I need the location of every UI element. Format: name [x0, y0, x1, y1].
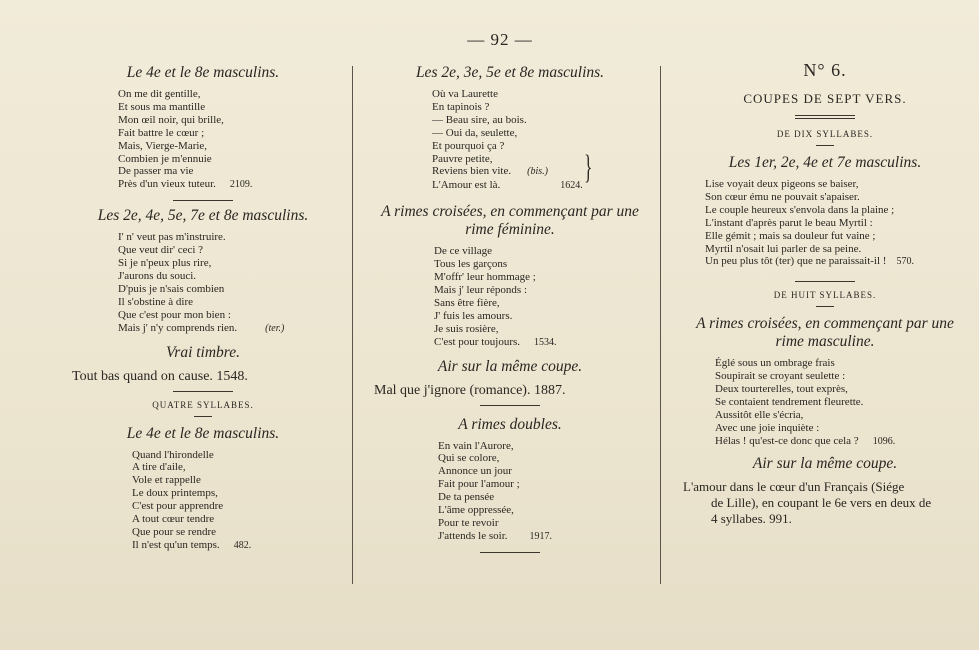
reference-number: 482.: [233, 539, 252, 551]
verse-line: Myrtil n'osait lui parler de sa peine.: [705, 242, 862, 255]
col2-verse-4: [370, 440, 650, 544]
col1-heading-4: Le 4e et le 8e masculins.: [126, 424, 280, 442]
verse-line: C'est pour apprendre: [132, 500, 224, 513]
verse-line: De passer ma vie: [118, 165, 194, 178]
col3-section-caps-2: DE HUIT SYLLABES.: [773, 290, 877, 301]
verse-line: Lise voyait deux pigeons se baiser,: [705, 178, 859, 190]
verse-line: Que pour se rendre: [132, 525, 216, 538]
verse-line: Où va Laurette: [432, 88, 498, 100]
verse-line: Il s'obstine à dire: [118, 295, 193, 308]
page-number: — 92 —: [467, 30, 533, 49]
col3-verse-1: [675, 178, 975, 269]
verse-line: M'offr' leur hommage ;: [434, 271, 536, 284]
verse-line: Il n'est qu'un temps.: [132, 538, 220, 551]
verse-line: Soupirait se croyant seulette :: [715, 370, 846, 383]
col2-verse-1: [370, 88, 650, 193]
air-line-part: de Lille), en coupant le 6e vers en deux de: [711, 494, 932, 510]
verse-line: On me dit gentille,: [118, 88, 201, 100]
verse-line: Elle gémit ; mais sa douleur fut vaine ;: [705, 229, 876, 242]
col2-heading-2: A rimes croisées, en commençant par une rime féminine.: [381, 203, 639, 239]
verse-line: C'est pour toujours.: [434, 335, 521, 348]
verse-line: Un peu plus tôt (ter) que ne paraissait-il !: [705, 255, 887, 268]
col3-verse-2: [675, 357, 975, 448]
verse-line: Pour te revoir: [438, 516, 499, 529]
verse-line: — Oui da, seulette,: [432, 126, 518, 139]
separator-rule: [480, 552, 540, 553]
col1-heading-2: Les 2e, 4e, 5e, 7e et 8e masculins.: [97, 207, 309, 225]
col3-heading-3: Air sur la même coupe.: [752, 454, 898, 472]
verse-line: Le couple heureux s'envola dans la plaine ;: [705, 203, 895, 216]
verse-line: Et sous ma mantille: [118, 100, 206, 113]
verse-line: En tapinois ?: [432, 100, 490, 113]
col2-heading-3: Air sur la même coupe.: [437, 357, 583, 375]
verse-line: Quand l'hirondelle: [132, 448, 214, 461]
verse-line: J'aurons du souci.: [118, 269, 197, 282]
separator-rule: [173, 200, 233, 201]
reference-number: 570.: [896, 256, 914, 268]
col3-heading-2: A rimes croisées, en commençant par une rime masculine.: [696, 315, 954, 351]
verse-line: De ce village: [434, 245, 493, 258]
verse-line: Pauvre petite,: [432, 152, 493, 165]
verse-line: Aussitôt elle s'écria,: [715, 408, 804, 421]
column-divider-right: [660, 66, 661, 584]
column-divider-left: [352, 66, 353, 584]
verse-line: Que c'est pour mon bien :: [118, 308, 231, 321]
double-rule: [795, 115, 855, 119]
reference-number: 2109.: [229, 179, 253, 191]
verse-line: Hélas ! qu'est-ce donc que cela ?: [715, 434, 859, 447]
verse-line: J'attends le soir.: [438, 529, 508, 542]
col3-heading-1: Les 1er, 2e, 4e et 7e masculins.: [728, 154, 922, 171]
verse-line: D'puis je n'sais combien: [118, 282, 225, 295]
verse-line: Se contaient tendrement fleurette.: [715, 396, 864, 409]
col1-heading-3: Vrai timbre.: [165, 343, 241, 361]
col2-heading-1: Les 2e, 3e, 5e et 8e masculins.: [415, 64, 605, 81]
repeat-tag: (bis.): [527, 166, 548, 178]
short-rule: [816, 306, 834, 307]
column-3: [675, 60, 975, 533]
verse-line: Fait battre le cœur ;: [118, 126, 205, 139]
col1-verse-4: [68, 449, 338, 553]
verse-line: Mon œil noir, qui brille,: [118, 113, 224, 126]
col1-heading-1: Le 4e et le 8e masculins.: [126, 64, 280, 81]
col2-air-line: Mal que j'ignore (romance). 1887.: [374, 382, 566, 398]
verse-line: Mais, Vierge-Marie,: [118, 139, 208, 152]
brace-icon: }: [584, 148, 593, 186]
verse-line: I' n' veut pas m'instruire.: [118, 231, 226, 244]
col1-air-line: Tout bas quand on cause. 1548.: [72, 368, 248, 384]
verse-line: A tout cœur tendre: [132, 513, 215, 526]
brace-group: [432, 148, 650, 194]
verse-line: Fait pour l'amour ;: [438, 478, 520, 491]
verse-line: En vain l'Aurore,: [438, 439, 514, 452]
short-rule: [816, 145, 834, 146]
section-title: COUPES DE SEPT VERS.: [743, 91, 907, 106]
verse-line: Avec une joie inquiète :: [715, 421, 820, 434]
column-1: [68, 60, 338, 553]
verse-line: — Beau sire, au bois.: [432, 113, 527, 126]
verse-line: Deux tourterelles, tout exprès,: [715, 383, 848, 396]
verse-line: Combien je m'ennuie: [118, 152, 212, 165]
verse-line: Que veut dir' ceci ?: [118, 244, 204, 257]
short-rule: [194, 416, 212, 417]
verse-line: Mais j' leur réponds :: [434, 283, 528, 296]
verse-line: Tous les garçons: [434, 258, 508, 271]
column-2: [370, 60, 650, 559]
verse-line: L'âme oppressée,: [438, 504, 514, 517]
verse-line: J' fuis les amours.: [434, 309, 513, 322]
verse-line: De ta pensée: [438, 491, 495, 504]
verse-line: Annonce un jour: [438, 465, 512, 478]
col1-verse-2: [68, 231, 338, 335]
separator-rule: [795, 281, 855, 282]
separator-rule: [480, 405, 540, 406]
verse-line: Le doux printemps,: [132, 487, 218, 500]
verse-line: Son cœur ému ne pouvait s'apaiser.: [705, 190, 860, 203]
verse-line: Reviens bien vite.: [432, 165, 512, 178]
separator-rule: [173, 391, 233, 392]
col1-verse-1: [68, 88, 338, 192]
verse-line: L'Amour est là.: [432, 179, 501, 192]
col1-section-caps: QUATRE SYLLABES.: [152, 399, 254, 410]
col2-verse-2: [370, 245, 650, 349]
air-line-part: L'amour dans le cœur d'un Français (Siége: [683, 478, 905, 494]
verse-line: Près d'un vieux tuteur.: [118, 178, 216, 191]
verse-line: L'instant d'après parut le beau Myrtil :: [705, 216, 873, 229]
verse-line: Sans être fière,: [434, 296, 500, 309]
verse-line: A tire d'aile,: [132, 461, 186, 474]
verse-line: Mais j' n'y comprends rien.: [118, 321, 238, 334]
repeat-tag: (ter.): [265, 322, 285, 334]
col3-section-caps-1: DE DIX SYLLABES.: [776, 129, 874, 139]
reference-number: 1096.: [872, 435, 896, 447]
reference-number: 1917.: [529, 530, 553, 542]
verse-line: Qui se colore,: [438, 452, 500, 465]
reference-number: 1624.: [560, 180, 583, 192]
reference-number: 1534.: [534, 336, 557, 348]
air-line-part: 4 syllabes. 991.: [711, 510, 792, 526]
col2-heading-4: A rimes doubles.: [458, 415, 562, 433]
verse-line: Si je n'peux plus rire,: [118, 257, 212, 270]
col3-air-line: [675, 479, 975, 527]
section-number: N° 6.: [803, 60, 847, 80]
verse-line: Je suis rosière,: [434, 322, 499, 335]
verse-line: Églé sous un ombrage frais: [715, 357, 835, 370]
verse-line: Et pourquoi ça ?: [432, 139, 505, 152]
verse-line: Vole et rappelle: [132, 474, 201, 487]
